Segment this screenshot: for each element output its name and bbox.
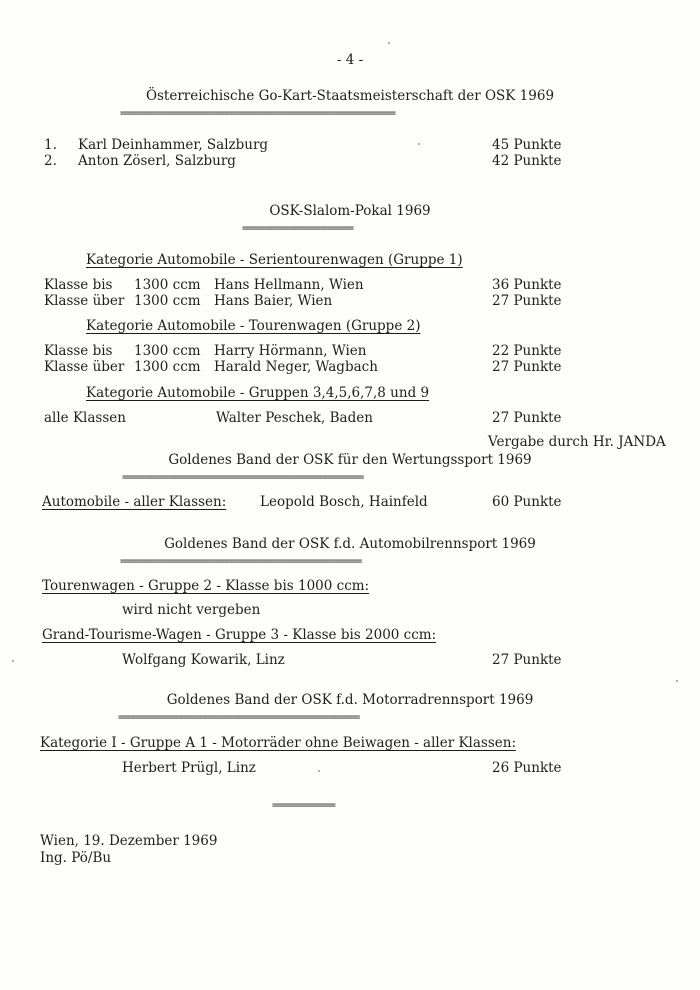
paper-speck xyxy=(12,660,14,662)
slalom-cat2-heading: Kategorie Automobile - Tourenwagen (Gruppe 2) xyxy=(86,318,421,334)
wertung-title: Goldenes Band der OSK für den Wertungssport 1969 xyxy=(168,452,532,468)
motorrad-points: 26 Punkte xyxy=(492,760,562,776)
cat1-row1-name: Hans Hellmann, Wien xyxy=(214,277,364,293)
cat3-row1-points: 27 Punkte xyxy=(492,410,562,426)
vergabe-note: Vergabe durch Hr. JANDA xyxy=(488,434,666,450)
go-kart-name-2: Anton Zöserl, Salzburg xyxy=(78,153,236,169)
cat1-row1-points: 36 Punkte xyxy=(492,277,562,293)
go-kart-points-2: 42 Punkte xyxy=(492,153,562,169)
cat1-row2-ccm: 1300 ccm xyxy=(134,293,201,309)
cat1-row2-klasse: Klasse über xyxy=(44,293,125,309)
cat1-row1-klasse: Klasse bis xyxy=(44,277,113,293)
auto-renn-title: Goldenes Band der OSK f.d. Automobilrennsport 1969 xyxy=(164,536,536,552)
auto-renn-rule: ================================================== xyxy=(120,556,362,567)
cat2-row1-ccm: 1300 ccm xyxy=(134,343,201,359)
auto-renn-cat2-name: Wolfgang Kowarik, Linz xyxy=(122,652,285,668)
slalom-title: OSK-Slalom-Pokal 1969 xyxy=(269,203,431,219)
auto-renn-cat1-label: Tourenwagen - Gruppe 2 - Klasse bis 1000 ccm: xyxy=(42,578,370,594)
cat2-row2-name: Harald Neger, Wagbach xyxy=(214,359,378,375)
cat3-row1-name: Walter Peschek, Baden xyxy=(216,410,373,426)
slalom-cat1-heading: Kategorie Automobile - Serientourenwagen (Gruppe 1) xyxy=(86,252,463,268)
go-kart-rank-2: 2. xyxy=(44,153,57,169)
cat3-row1-klasse: alle Klassen xyxy=(44,410,126,426)
slalom-cat3-heading: Kategorie Automobile - Gruppen 3,4,5,6,7,8 und 9 xyxy=(86,385,430,401)
footer-place-date: Wien, 19. Dezember 1969 xyxy=(40,833,218,849)
cat1-row2-name: Hans Baier, Wien xyxy=(214,293,333,309)
go-kart-points-1: 45 Punkte xyxy=(492,137,562,153)
motorrad-name: Herbert Prügl, Linz xyxy=(122,760,256,776)
wertung-points: 60 Punkte xyxy=(492,494,562,510)
go-kart-rank-1: 1. xyxy=(44,137,57,153)
wertung-label: Automobile - aller Klassen: xyxy=(42,494,227,510)
slalom-rule: ======================= xyxy=(242,223,353,234)
motorrad-title: Goldenes Band der OSK f.d. Motorradrennsport 1969 xyxy=(166,692,534,708)
motorrad-rule: ================================================== xyxy=(118,712,360,723)
cat1-row1-ccm: 1300 ccm xyxy=(134,277,201,293)
footer-initials: Ing. Pö/Bu xyxy=(40,850,112,866)
go-kart-rule: ========================================================= xyxy=(120,108,395,119)
cat2-row2-ccm: 1300 ccm xyxy=(134,359,201,375)
end-rule: ============= xyxy=(272,800,335,811)
page-number: - 4 - xyxy=(336,52,364,68)
paper-speck xyxy=(318,770,320,772)
paper-speck xyxy=(418,143,420,145)
go-kart-name-1: Karl Deinhammer, Salzburg xyxy=(78,137,269,153)
cat1-row2-points: 27 Punkte xyxy=(492,293,562,309)
auto-renn-cat2-points: 27 Punkte xyxy=(492,652,562,668)
auto-renn-cat2-label: Grand-Tourisme-Wagen - Gruppe 3 - Klasse bis 2000 ccm: xyxy=(42,627,437,643)
cat2-row2-points: 27 Punkte xyxy=(492,359,562,375)
auto-renn-cat1-value: wird nicht vergeben xyxy=(122,602,261,618)
cat2-row1-name: Harry Hörmann, Wien xyxy=(214,343,367,359)
motorrad-label: Kategorie I - Gruppe A 1 - Motorräder ohne Beiwagen - aller Klassen: xyxy=(40,735,517,751)
wertung-rule: ================================================== xyxy=(122,472,364,483)
cat2-row1-points: 22 Punkte xyxy=(492,343,562,359)
paper-speck xyxy=(676,680,678,682)
go-kart-title: Österreichische Go-Kart-Staatsmeisterschaft der OSK 1969 xyxy=(145,88,555,104)
paper-speck xyxy=(388,42,390,44)
cat2-row2-klasse: Klasse über xyxy=(44,359,125,375)
wertung-name: Leopold Bosch, Hainfeld xyxy=(260,494,428,510)
cat2-row1-klasse: Klasse bis xyxy=(44,343,113,359)
